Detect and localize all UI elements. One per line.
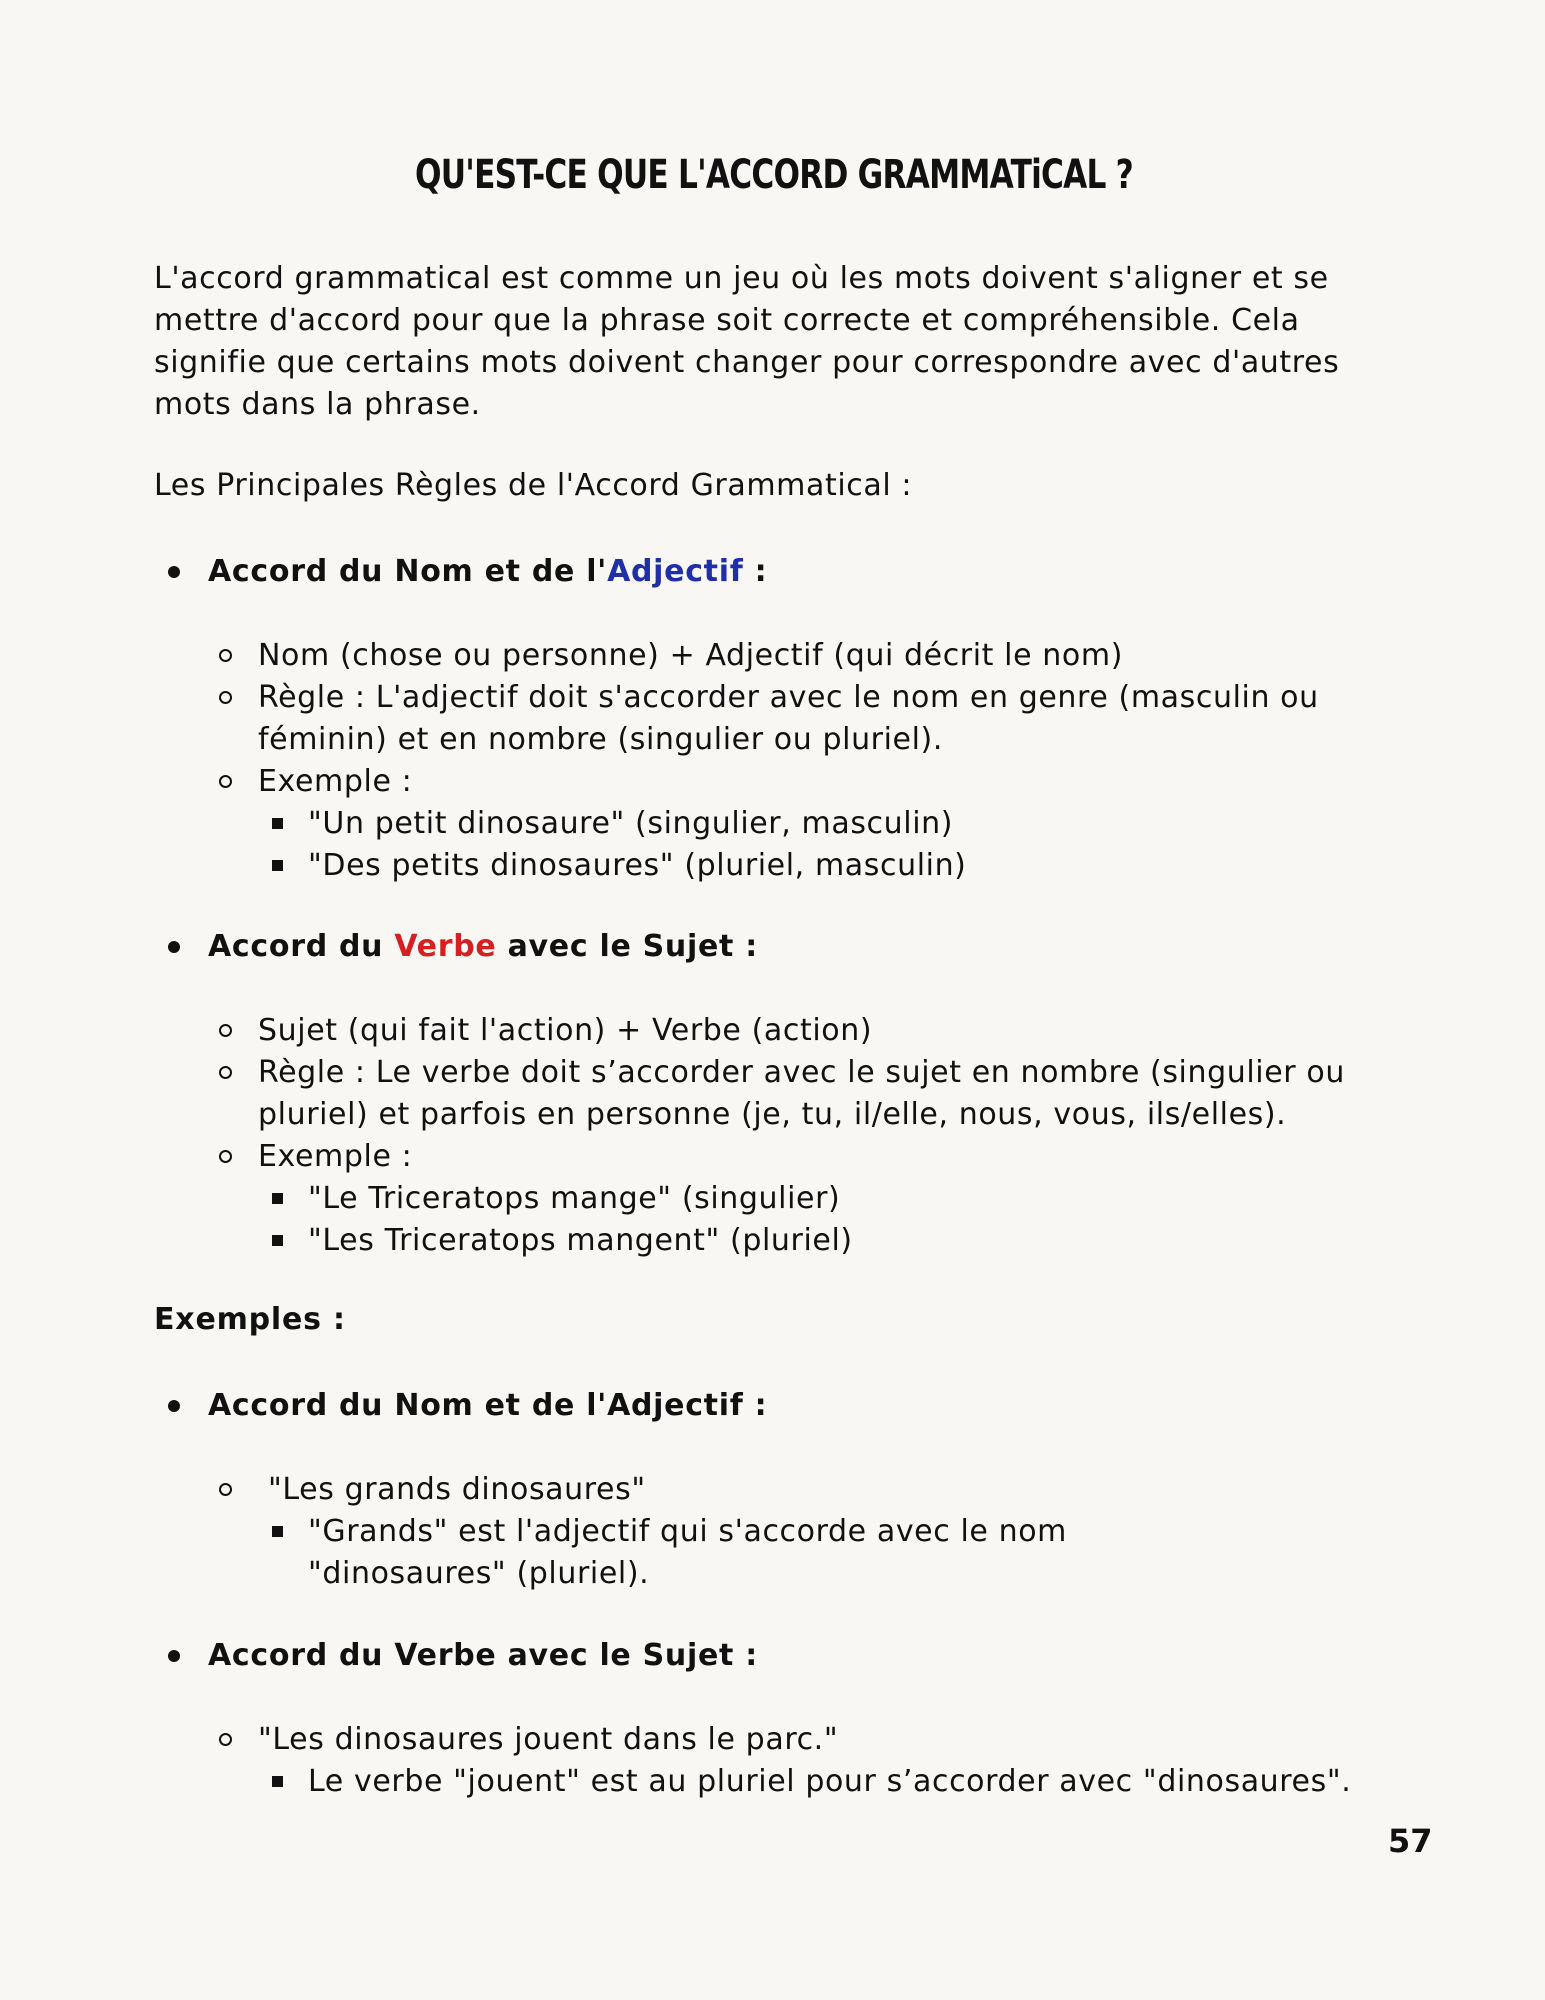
rule-verb-subject xyxy=(154,926,1399,1262)
circle-bullet-icon xyxy=(219,1150,232,1163)
square-bullet-icon xyxy=(272,1235,283,1246)
square-bullet-icon xyxy=(272,1526,283,1537)
bullet-icon xyxy=(168,941,180,953)
rule-heading-pre: Accord du xyxy=(208,929,395,964)
example-item: Le verbe "jouent" est au pluriel pour s’accorder avec "dinosaures". xyxy=(154,1761,1399,1803)
rule-heading-pre: Accord du Nom et de l' xyxy=(208,554,608,589)
square-bullet-icon xyxy=(272,860,283,871)
rule-heading xyxy=(154,926,1399,968)
bullet-icon xyxy=(168,566,180,578)
example-item: "Les Triceratops mangent" (pluriel) xyxy=(154,1220,1399,1262)
example-heading: Accord du Verbe avec le Sujet : xyxy=(154,1635,1399,1677)
rule-heading-highlight: Verbe xyxy=(394,929,497,964)
circle-bullet-icon xyxy=(219,649,232,662)
list-item: Sujet (qui fait l'action) + Verbe (action) xyxy=(154,1010,1399,1052)
list-item: Règle : Le verbe doit s’accorder avec le sujet en nombre (singulier ou pluriel) et parfois en personne (je, tu, il/elle, nous, vous, ils/elles). xyxy=(154,1052,1399,1136)
list-item: Règle : L'adjectif doit s'accorder avec le nom en genre (masculin ou féminin) et en nombre (singulier ou pluriel). xyxy=(154,677,1399,761)
example-item: "Le Triceratops mange" (singulier) xyxy=(154,1178,1399,1220)
example-item: "Un petit dinosaure" (singulier, masculin) xyxy=(154,803,1399,845)
list-item: "Les dinosaures jouent dans le parc." xyxy=(154,1719,1399,1761)
page-number: 57 xyxy=(1388,1822,1433,1860)
rule-heading-post: avec le Sujet : xyxy=(496,929,758,964)
list-item: Exemple : xyxy=(154,761,1399,803)
square-bullet-icon xyxy=(272,1776,283,1787)
example-verb-subject xyxy=(154,1635,1399,1803)
example-item: "Grands" est l'adjectif qui s'accorde avec le nom "dinosaures" (pluriel). xyxy=(154,1511,1399,1595)
rules-heading: Les Principales Règles de l'Accord Grammatical : xyxy=(154,468,913,503)
example-heading: Accord du Nom et de l'Adjectif : xyxy=(154,1385,1399,1427)
circle-bullet-icon xyxy=(219,691,232,704)
circle-bullet-icon xyxy=(219,1483,232,1496)
bullet-icon xyxy=(168,1650,180,1662)
rule-noun-adjective xyxy=(154,551,1399,887)
rule-heading xyxy=(154,551,1399,593)
circle-bullet-icon xyxy=(219,1733,232,1746)
intro-paragraph: L'accord grammatical est comme un jeu où les mots doivent s'aligner et se mettre d'accord pour que la phrase soit correcte et compréhensible. Cela signifie que certains mots doivent changer pour correspondre avec d'autres mots dans la phrase. xyxy=(154,261,1340,422)
circle-bullet-icon xyxy=(219,1066,232,1079)
list-item: Exemple : xyxy=(154,1136,1399,1178)
list-item: Nom (chose ou personne) + Adjectif (qui décrit le nom) xyxy=(154,635,1399,677)
example-item: "Des petits dinosaures" (pluriel, masculin) xyxy=(154,845,1399,887)
example-noun-adjective xyxy=(154,1385,1399,1595)
circle-bullet-icon xyxy=(219,1024,232,1037)
page-title: QU'EST-CE QUE L'ACCORD GRAMMATiCAL ? xyxy=(414,152,1134,198)
rule-heading-highlight: Adjectif xyxy=(607,554,744,589)
list-item: "Les grands dinosaures" xyxy=(154,1469,1399,1511)
examples-heading: Exemples : xyxy=(154,1302,346,1337)
bullet-icon xyxy=(168,1400,180,1412)
square-bullet-icon xyxy=(272,1193,283,1204)
circle-bullet-icon xyxy=(219,775,232,788)
square-bullet-icon xyxy=(272,818,283,829)
rule-heading-post: : xyxy=(743,554,768,589)
